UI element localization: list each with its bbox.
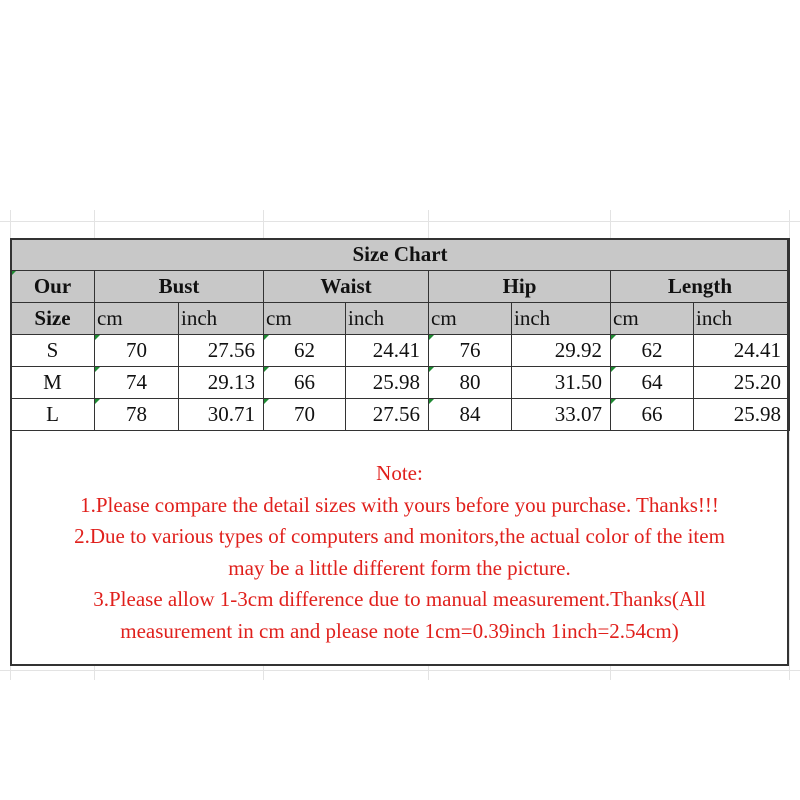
group-header-waist: Waist: [264, 271, 429, 303]
note-line: may be a little different form the picture.: [228, 555, 571, 580]
table-cell: 25.98: [346, 367, 429, 399]
table-cell: 33.07: [512, 399, 611, 431]
table-cell: 25.20: [694, 367, 790, 399]
table-cell: 74: [95, 367, 179, 399]
size-label: M: [11, 367, 95, 399]
unit-header: cm: [95, 303, 179, 335]
note-heading: Note:: [376, 461, 423, 485]
note-line: measurement in cm and please note 1cm=0.39inch 1inch=2.54cm): [120, 618, 679, 643]
unit-header: inch: [346, 303, 429, 335]
table-cell: 24.41: [346, 335, 429, 367]
table-cell: 27.56: [346, 399, 429, 431]
unit-header: cm: [429, 303, 512, 335]
table-cell: 24.41: [694, 335, 790, 367]
table-cell: 78: [95, 399, 179, 431]
note-line: 3.Please allow 1-3cm difference due to manual measurement.Thanks(All: [93, 587, 706, 611]
table-cell: 29.13: [179, 367, 264, 399]
table-cell: 30.71: [179, 399, 264, 431]
corner-label-our: Our: [11, 271, 95, 303]
table-cell: 25.98: [694, 399, 790, 431]
size-label: L: [11, 399, 95, 431]
table-cell: 84: [429, 399, 512, 431]
table-cell: 29.92: [512, 335, 611, 367]
group-header-length: Length: [611, 271, 790, 303]
unit-header: inch: [179, 303, 264, 335]
group-header-hip: Hip: [429, 271, 611, 303]
table-cell: 70: [264, 399, 346, 431]
note-line: 1.Please compare the detail sizes with yours before you purchase. Thanks!!!: [80, 492, 719, 517]
unit-header: inch: [694, 303, 790, 335]
table-cell: 70: [95, 335, 179, 367]
table-cell: 27.56: [179, 335, 264, 367]
table-cell: 66: [264, 367, 346, 399]
note-line: 2.Due to various types of computers and monitors,the actual color of the item: [74, 524, 725, 548]
unit-header: inch: [512, 303, 611, 335]
table-cell: 62: [264, 335, 346, 367]
corner-label-size: Size: [11, 303, 95, 335]
unit-header: cm: [264, 303, 346, 335]
unit-header: cm: [611, 303, 694, 335]
group-header-bust: Bust: [95, 271, 264, 303]
table-cell: 80: [429, 367, 512, 399]
table-cell: 31.50: [512, 367, 611, 399]
table-cell: 64: [611, 367, 694, 399]
table-cell: 76: [429, 335, 512, 367]
table-cell: 66: [611, 399, 694, 431]
table-title: Size Chart: [11, 239, 790, 271]
notes-block: [12, 458, 787, 647]
table-cell: 62: [611, 335, 694, 367]
size-label: S: [11, 335, 95, 367]
